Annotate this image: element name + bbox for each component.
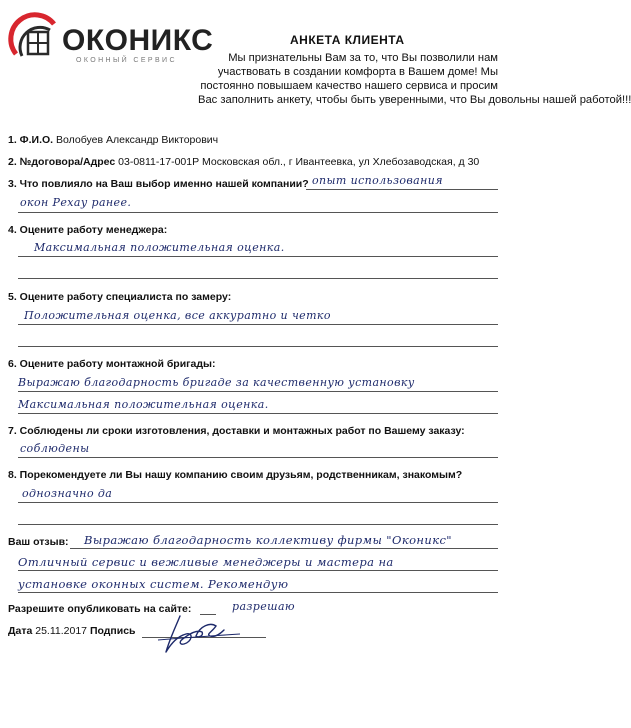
question-5-answer: Положительная оценка, все аккуратно и четко (24, 309, 331, 322)
answer-line (18, 391, 498, 392)
feedback-label: Ваш отзыв: (8, 536, 69, 548)
answer-line (18, 413, 498, 414)
company-logo-subtitle: ОКОННЫЙ СЕРВИС (76, 57, 177, 64)
intro-line: Вас заполнить анкету, чтобы быть уверенными, что Вы довольны нашей работой!!! (198, 94, 631, 106)
answer-line (18, 457, 498, 458)
answer-line (306, 189, 498, 190)
question-4-answer: Максимальная положительная оценка. (34, 241, 285, 254)
fio-row (8, 134, 218, 146)
question-3-answer-line-2: окон Рехау ранее. (20, 196, 132, 209)
answer-line (70, 548, 498, 549)
date-label: Дата (8, 625, 33, 637)
publish-value: разрешаю (232, 600, 296, 613)
answer-line (18, 212, 498, 213)
company-logo-icon (10, 14, 62, 62)
contract-value: 03-0811-17-001Р Московская обл., г Ивантеевка, ул Хлебозаводская, д 30 (118, 156, 480, 168)
feedback-line-3: установке оконных систем. Рекомендую (18, 577, 289, 591)
feedback-line-2: Отличный сервис и вежливые менеджеры и мастера на (18, 555, 394, 569)
company-logo-name: ОКОНИКС (62, 24, 214, 57)
question-8-label: 8. Порекомендуете ли Вы нашу компанию своим друзьям, родственникам, знакомым? (8, 469, 463, 481)
signature-label: Подпись (89, 625, 136, 637)
question-4-label: 4. Оцените работу менеджера: (8, 224, 168, 236)
fio-value: Волобуев Александр Викторович (56, 134, 219, 146)
date-value: 25.11.2017 (35, 625, 88, 637)
publish-label: Разрешите опубликовать на сайте: (8, 603, 192, 615)
answer-line (18, 346, 498, 347)
question-6-answer-line-1: Выражаю благодарность бригаде за качественную установку (18, 376, 415, 389)
feedback-line-1: Выражаю благодарность коллективу фирмы "Оконикс" (84, 533, 452, 547)
question-5-label: 5. Оцените работу специалиста по замеру: (8, 291, 232, 303)
answer-line (18, 524, 498, 525)
intro-line: постоянно повышаем качество нашего сервиса и просим (200, 80, 498, 92)
fio-label: 1. Ф.И.О. (8, 134, 54, 146)
answer-line (18, 502, 498, 503)
intro-text (198, 51, 631, 107)
handwritten-signature (150, 612, 260, 660)
form-title: АНКЕТА КЛИЕНТА (290, 33, 405, 47)
question-7-answer: соблюдены (20, 442, 90, 455)
question-6-answer-line-2: Максимальная положительная оценка. (18, 398, 269, 411)
contract-row (8, 156, 479, 168)
question-3-label: 3. Что повлияло на Ваш выбор именно нашей компании? (8, 178, 309, 190)
answer-line (18, 570, 498, 571)
intro-line: Мы признательны Вам за то, что Вы позволили нам (228, 52, 498, 64)
answer-line (18, 324, 498, 325)
contract-label: 2. №договора/Адрес (8, 156, 116, 168)
date-signature-row (8, 625, 136, 637)
question-6-label: 6. Оцените работу монтажной бригады: (8, 358, 216, 370)
answer-line (18, 592, 498, 593)
intro-line: участвовать в создании комфорта в Вашем доме! Мы (217, 66, 498, 78)
question-3-answer-line-1: опыт использования (312, 174, 443, 187)
answer-line (18, 256, 498, 257)
question-7-label: 7. Соблюдены ли сроки изготовления, доставки и монтажных работ по Вашему заказу: (8, 425, 465, 437)
question-8-answer: однозначно да (22, 487, 113, 500)
answer-line (18, 278, 498, 279)
